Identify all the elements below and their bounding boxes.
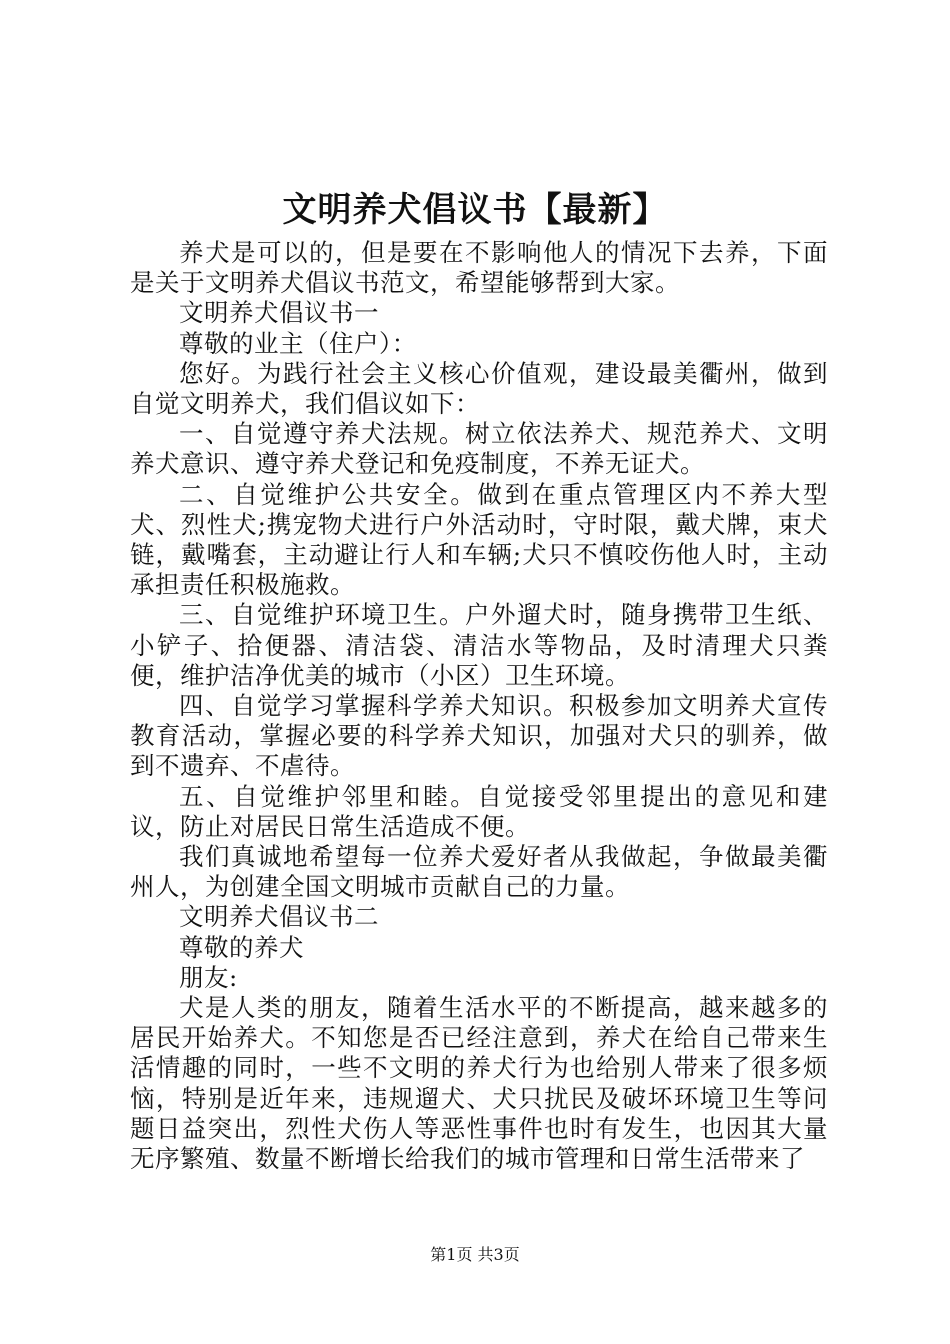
salutation: 朋友: xyxy=(179,962,238,992)
paragraph: 二、自觉维护公共安全。做到在重点管理区内不养大型犬、烈性犬;携宠物犬进行户外活动时，守时限，戴犬牌，束犬链，戴嘴套，主动避让行人和车辆;犬只不慎咬伤他人时，主动承担责任积极施救。 xyxy=(130,479,828,600)
document-title: 文明养犬倡议书【最新】 xyxy=(282,190,668,230)
page-footer: 第1页 共3页 xyxy=(430,1245,520,1264)
paragraph: 四、自觉学习掌握科学养犬知识。积极参加文明养犬宣传教育活动，掌握必要的科学养犬知识，加强对犬只的驯养，做到不遗弃、不虐待。 xyxy=(130,691,828,781)
paragraph: 五、自觉维护邻里和睦。自觉接受邻里提出的意见和建议，防止对居民日常生活造成不便。 xyxy=(130,781,828,841)
document-body xyxy=(130,238,828,1174)
paragraph: 三、自觉维护环境卫生。户外遛犬时，随身携带卫生纸、小铲子、拾便器、清洁袋、清洁水等物品，及时清理犬只粪便，维护洁净优美的城市（小区）卫生环境。 xyxy=(130,600,828,690)
section-heading: 文明养犬倡议书一 xyxy=(179,298,379,328)
paragraph: 您好。为践行社会主义核心价值观，建设最美衢州，做到自觉文明养犬，我们倡议如下： xyxy=(130,358,828,419)
paragraph: 养犬是可以的，但是要在不影响他人的情况下去养，下面是关于文明养犬倡议书范文，希望能够帮到大家。 xyxy=(130,238,828,298)
paragraph: 犬是人类的朋友，随着生活水平的不断提高，越来越多的居民开始养犬。不知您是否已经注意到，养犬在给自己带来生活情趣的同时，一些不文明的养犬行为也给别人带来了很多烦恼，特别是近年来，违规遛犬、犬只扰民及破坏环境卫生等问题日益突出，烈性犬伤人等恶性事件也时有发生，也因其大量无序繁殖、数量不断增长给我们的城市管理和日常生活带来了 xyxy=(130,993,828,1174)
paragraph: 一、自觉遵守养犬法规。树立依法养犬、规范养犬、文明养犬意识、遵守养犬登记和免疫制度，不养无证犬。 xyxy=(130,419,828,479)
paragraph: 我们真诚地希望每一位养犬爱好者从我做起，争做最美衢州人，为创建全国文明城市贡献自己的力量。 xyxy=(130,842,828,902)
salutation: 尊敬的业主（住户）： xyxy=(179,328,417,358)
salutation: 尊敬的养犬 xyxy=(179,932,304,962)
section-heading: 文明养犬倡议书二 xyxy=(179,902,379,932)
